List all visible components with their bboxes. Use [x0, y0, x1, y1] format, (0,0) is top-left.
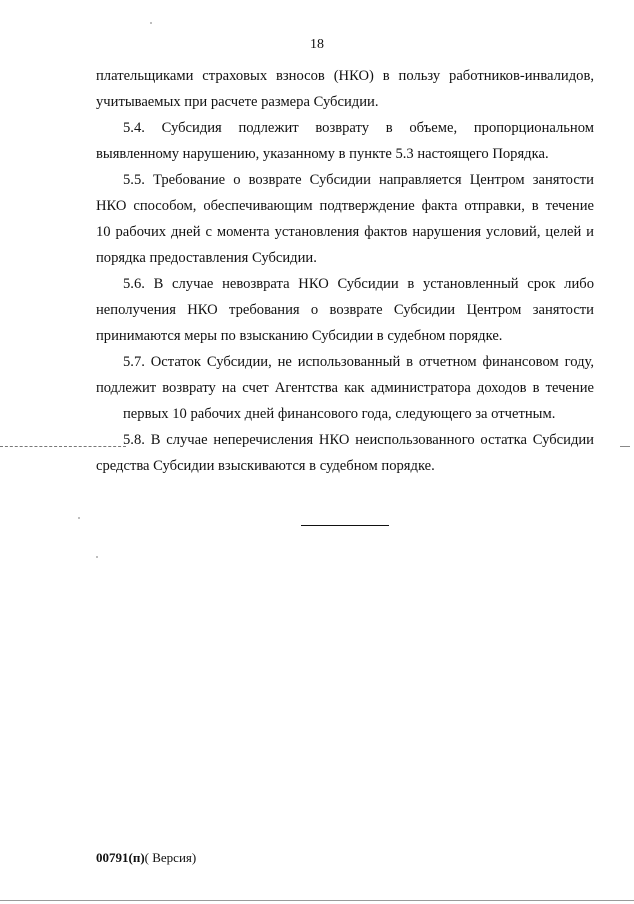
text-line: плательщиками страховых взносов (НКО) в пользу работников-инвалидов, [96, 68, 594, 84]
text-line: 10 рабочих дней с момента установления фактов нарушения условий, целей и [96, 224, 594, 240]
page-number: 18 [310, 37, 324, 52]
footer-document-code [96, 850, 196, 866]
paragraph-5-5-start: 5.5. Требование о возврате Субсидии направляется Центром занятости [123, 172, 594, 188]
paragraph-5-8-start: 5.8. В случае неперечисления НКО неиспользованного остатка Субсидии [123, 432, 594, 448]
paragraph-5-4-start: 5.4. Субсидия подлежит возврату в объеме, пропорциональном [123, 120, 594, 136]
text-line: выявленному нарушению, указанному в пункте 5.3 настоящего Порядка. [96, 146, 549, 162]
scan-bottom-edge [0, 900, 634, 901]
paragraph-5-6-start: 5.6. В случае невозврата НКО Субсидии в установленный срок либо [123, 276, 594, 292]
text-line: порядка предоставления Субсидии. [96, 250, 317, 266]
text-line: принимаются меры по взысканию Субсидии в судебном порядке. [96, 328, 503, 344]
text-line: учитываемых при расчете размера Субсидии. [96, 94, 379, 110]
scan-speck [78, 517, 80, 519]
text-line: неполучения НКО требования о возврате Субсидии Центром занятости [96, 302, 594, 318]
scan-speck [96, 556, 98, 558]
text-line: НКО способом, обеспечивающим подтверждение факта отправки, в течение [96, 198, 594, 214]
scan-speck [150, 22, 152, 24]
text-line: средства Субсидии взыскиваются в судебном порядке. [96, 458, 435, 474]
document-body [96, 63, 594, 479]
end-separator-line [301, 525, 389, 526]
paragraph-5-7-start: 5.7. Остаток Субсидии, не использованный в отчетном финансовом году, [123, 354, 594, 370]
text-line: подлежит возврату на счет Агентства как администратора доходов в течение [96, 380, 594, 396]
footer-version: ( Версия) [144, 850, 197, 865]
text-line: первых 10 рабочих дней финансового года, следующего за отчетным. [123, 406, 556, 422]
scan-artifact-mark [620, 446, 630, 447]
footer-code: 00791(п) [96, 850, 145, 865]
scan-artifact-line [0, 446, 126, 447]
